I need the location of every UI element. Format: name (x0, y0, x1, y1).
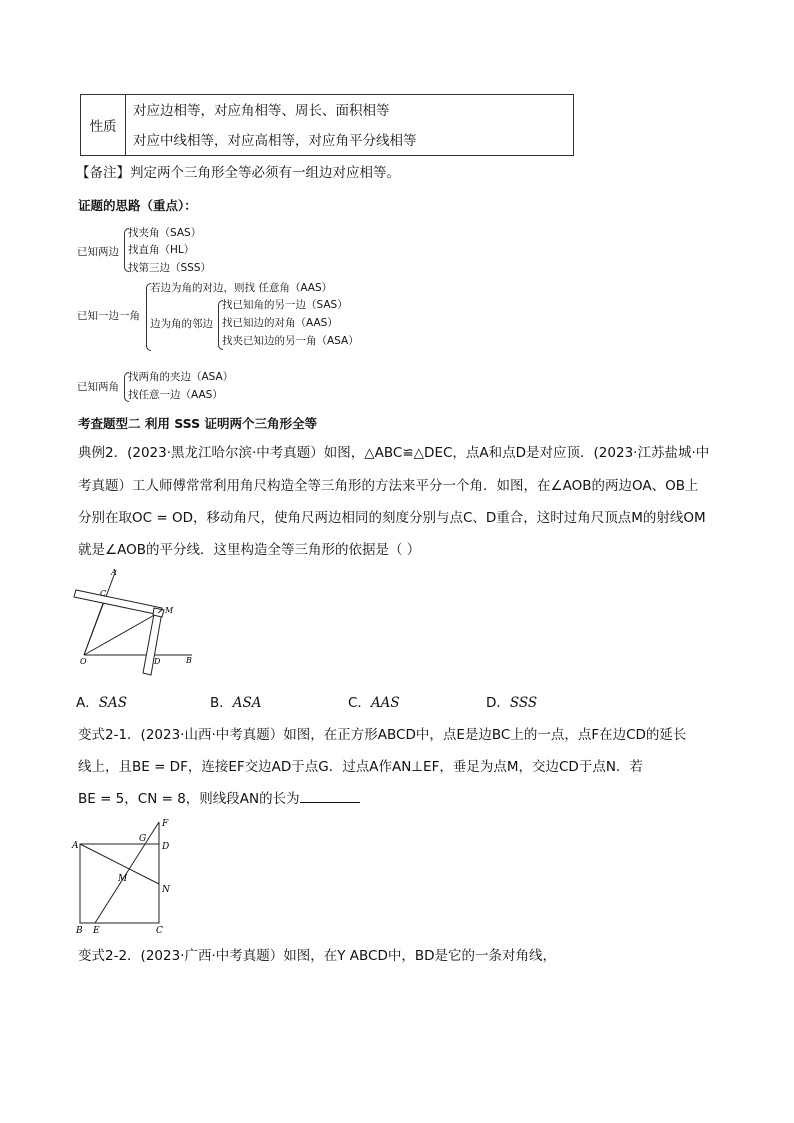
label-n: N (162, 885, 170, 895)
section-title: 考查题型二 利用 SSS 证明两个三角形全等 (78, 416, 317, 431)
label-b: B (186, 656, 192, 665)
branch3-item-1: 找两角的夹边（ASA） (128, 371, 234, 383)
branch2-sub-label: 边为角的邻边 (150, 318, 213, 330)
proof-title: 证题的思路（重点）： (78, 198, 197, 213)
branch-two-sides-label: 已知两边 (77, 246, 119, 258)
option-c[interactable] (348, 693, 400, 713)
answer-blank[interactable] (300, 788, 360, 803)
square-arm-1 (74, 590, 162, 615)
branch1-item-3: 找第三边（SSS） (128, 262, 211, 274)
label-o: O (80, 657, 87, 666)
branch1-item-1: 找夹角（SAS） (128, 227, 202, 239)
branch1-item-2: 找直角（HL） (128, 244, 195, 256)
label-m: M (165, 606, 174, 615)
label-g: G (139, 834, 147, 844)
example2-line-1: 典例2．(2023·黑龙江哈尔滨·中考真题）如图，△ABC≌△DEC，点A和点D是对应顶．(2023·江苏盐城·中 (78, 445, 710, 461)
branch2-sub-item-3: 找夹已知边的另一角（ASA） (222, 335, 359, 347)
branch-two-angles-label: 已知两角 (77, 381, 119, 393)
label-a2: A (72, 841, 79, 851)
label-d2: D (162, 842, 170, 852)
option-c-text: AAS (370, 695, 400, 711)
option-a-letter: A． (76, 695, 99, 711)
property-row-2: 对应中线相等，对应高相等，对应角平分线相等 (133, 133, 417, 149)
example2-line-3: 分别在取OC = OD，移动角尺，使角尺两边相同的刻度分别与点C、D重合，这时过角尺顶点M的射线OM (78, 510, 706, 526)
variant22-line-1: 变式2-2．(2023·广西·中考真题）如图，在Y ABCD中，BD是它的一条对角线， (78, 948, 557, 964)
variant21-line-3-text: BE = 5，CN = 8，则线段AN的长为 (78, 791, 300, 807)
variant21-line-2: 线上，且BE = DF，连接EF交边AD于点G．过点A作AN⊥EF，垂足为点M，交边CD于点N．若 (78, 759, 643, 775)
label-b2: B (76, 926, 83, 936)
label-f: F (162, 819, 169, 829)
segment-oc (84, 598, 105, 655)
note: 【备注】判定两个三角形全等必须有一组边对应相等。 (76, 165, 400, 181)
branch2-item-1: 若边为角的对边，则找 任意角（AAS） (150, 282, 333, 294)
segment-ef (95, 822, 159, 923)
option-d[interactable] (486, 693, 537, 713)
variant21-line-3 (78, 788, 360, 809)
label-m2: M (118, 874, 128, 884)
label-c: C (100, 589, 107, 598)
label-d: D (154, 657, 161, 666)
figure-square (70, 814, 190, 936)
figure-angle-square (70, 565, 210, 680)
option-b[interactable] (210, 693, 262, 713)
option-a[interactable] (76, 693, 127, 713)
branch3-item-2: 找任意一边（AAS） (128, 389, 223, 401)
option-d-text: SSS (509, 695, 538, 711)
example2-line-4: 就是∠AOB的平分线．这里构造全等三角形的依据是（ ） (78, 542, 421, 558)
property-table (80, 94, 574, 156)
label-a: A (111, 568, 117, 577)
branch-side-angle-label: 已知一边一角 (77, 310, 140, 322)
option-a-text: SAS (98, 695, 127, 711)
property-row-1: 对应边相等，对应角相等、周长、面积相等 (133, 103, 390, 119)
option-d-letter: D． (486, 695, 510, 711)
property-table-header: 性质 (81, 95, 126, 155)
branch2-sub-item-2: 找已知边的对角（AAS） (222, 317, 338, 329)
label-c2: C (156, 926, 163, 936)
option-c-letter: C． (348, 695, 371, 711)
option-b-text: ASA (232, 695, 262, 711)
branch2-sub-item-1: 找已知角的另一边（SAS） (222, 299, 348, 311)
label-e: E (93, 926, 100, 936)
example2-line-2: 考真题）工人师傅常常利用角尺构造全等三角形的方法来平分一个角．如图，在∠AOB的两边OA、OB上 (78, 478, 699, 494)
option-b-letter: B． (210, 695, 233, 711)
variant21-line-1: 变式2-1．(2023·山西·中考真题）如图，在正方形ABCD中，点E是边BC上的一点，点F在边CD的延长 (78, 727, 687, 743)
segment-om (84, 613, 158, 655)
